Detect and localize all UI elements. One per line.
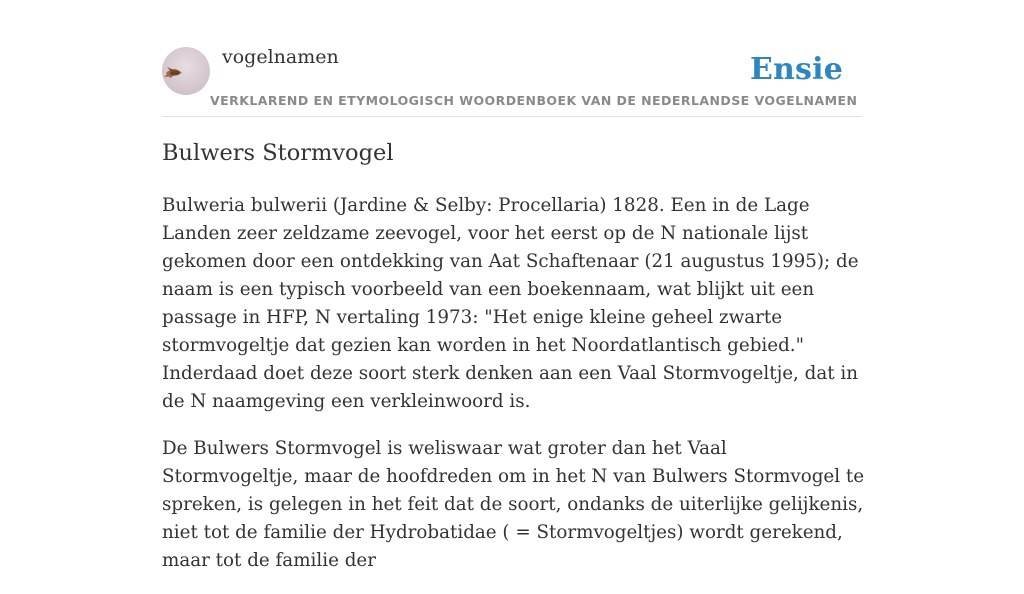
site-subtitle: VERKLAREND EN ETYMOLOGISCH WOORDENBOEK VAN DE NEDERLANDSE VOGELNAMEN: [210, 93, 858, 108]
site-name-link[interactable]: vogelnamen: [222, 46, 339, 68]
page: [162, 0, 865, 571]
article-body: [162, 192, 866, 594]
site-header: [162, 0, 862, 117]
bird-avatar-icon[interactable]: [162, 47, 210, 95]
article-paragraph-1: Bulweria bulwerii (Jardine & Selby: Procellaria) 1828. Een in de Lage Landen zeer zeldzame zeevogel, voor het eerst op de N nationale lijst gekomen door een ontdekking van Aat Schaftenaar (21 augustus 1995); de naam is een typisch voorbeeld van een boekennaam, wat blijkt uit een passage in HFP, N vertaling 1973: "Het enige kleine geheel zwarte stormvogeltje dat gezien kan worden in het Noordatlantisch gebied." Inderdaad doet deze soort sterk denken aan een Vaal Stormvogeltje, dat in de N naamgeving een verkleinwoord is.: [162, 195, 859, 412]
ensie-logo[interactable]: Ensie: [749, 52, 843, 87]
article-paragraph-2: De Bulwers Stormvogel is weliswaar wat groter dan het Vaal Stormvogeltje, maar de hoofdreden om in het N van Bulwers Stormvogel te spreken, is gelegen in het feit dat de soort, ondanks de uiterlijke gelijkenis, niet tot de familie der Hydrobatidae ( = Stormvogeltjes) wordt gerekend, maar tot de familie der: [162, 438, 865, 571]
article-title: Bulwers Stormvogel: [162, 140, 394, 166]
